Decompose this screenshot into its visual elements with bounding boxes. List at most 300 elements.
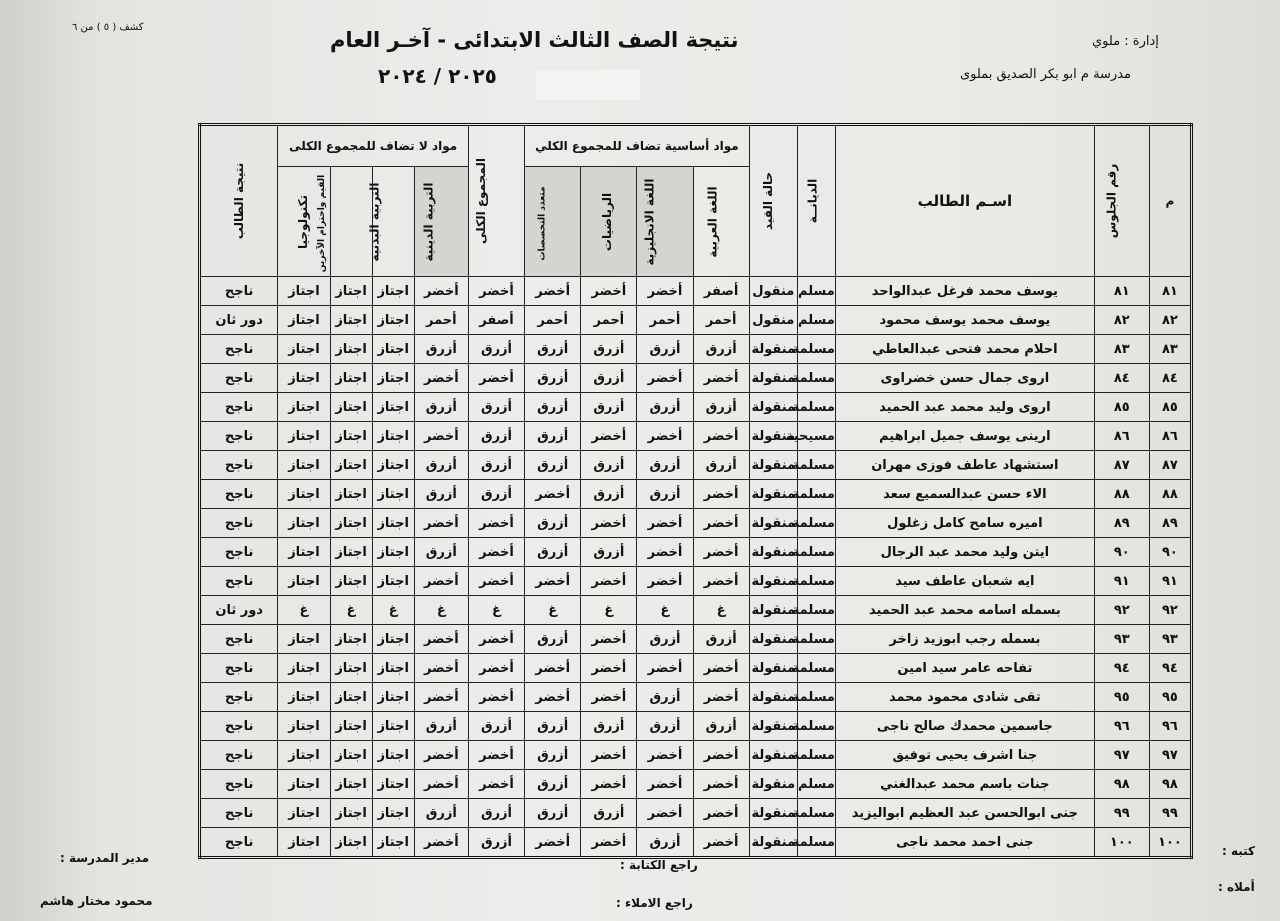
grade-multi: أزرق xyxy=(525,393,581,422)
grade-math: أزرق xyxy=(581,451,637,480)
grade-physical: اجتاز xyxy=(372,770,414,799)
grade-total: أزرق xyxy=(468,828,524,858)
row-number: ٩٩ xyxy=(1149,799,1191,828)
grade-total: أخضر xyxy=(468,509,524,538)
enrollment-status: منقولة xyxy=(749,509,797,538)
grade-multi: أزرق xyxy=(525,741,581,770)
seat-number: ٩٧ xyxy=(1094,741,1149,770)
student-result: ناجح xyxy=(200,770,278,799)
grade-math: أزرق xyxy=(581,335,637,364)
grade-math: أحمر xyxy=(581,306,637,335)
grade-english: أزرق xyxy=(637,625,693,654)
grade-english: غ xyxy=(637,596,693,625)
student-name: يوسف محمد يوسف محمود xyxy=(835,306,1094,335)
table-row xyxy=(200,393,1192,422)
grade-values: اجتاز xyxy=(330,306,372,335)
religion: مسلم xyxy=(797,306,835,335)
grade-arabic: أخضر xyxy=(693,509,749,538)
student-name: يوسف محمد فرغل عبدالواحد xyxy=(835,277,1094,306)
grade-ict: اجتاز xyxy=(278,364,330,393)
grade-values: اجتاز xyxy=(330,451,372,480)
religion: مسلمة xyxy=(797,828,835,858)
seat-number: ٨٤ xyxy=(1094,364,1149,393)
table-row xyxy=(200,596,1192,625)
enrollment-status: منقولة xyxy=(749,480,797,509)
grade-multi: أزرق xyxy=(525,799,581,828)
grade-ict: اجتاز xyxy=(278,712,330,741)
seat-number: ٩١ xyxy=(1094,567,1149,596)
grade-ict: اجتاز xyxy=(278,393,330,422)
row-number: ٨٢ xyxy=(1149,306,1191,335)
student-result: ناجح xyxy=(200,683,278,712)
grade-physical: اجتاز xyxy=(372,451,414,480)
enrollment-status: منقولة xyxy=(749,364,797,393)
grade-values: اجتاز xyxy=(330,654,372,683)
seat-number: ٨٥ xyxy=(1094,393,1149,422)
religion: مسلمة xyxy=(797,596,835,625)
seat-number: ٨٢ xyxy=(1094,306,1149,335)
seat-number: ٨٨ xyxy=(1094,480,1149,509)
results-body xyxy=(200,277,1192,858)
enrollment-status: منقولة xyxy=(749,712,797,741)
enrollment-status: منقولة xyxy=(749,770,797,799)
grade-religious: أحمر xyxy=(414,306,468,335)
student-result: ناجح xyxy=(200,509,278,538)
student-name: جنا اشرف يحيى توفيق xyxy=(835,741,1094,770)
seat-number: ٩٢ xyxy=(1094,596,1149,625)
table-row xyxy=(200,538,1192,567)
grade-physical: اجتاز xyxy=(372,828,414,858)
grade-physical: اجتاز xyxy=(372,277,414,306)
grade-math: أزرق xyxy=(581,538,637,567)
header-religious: التربية الدينية xyxy=(414,167,468,277)
table-row xyxy=(200,712,1192,741)
grade-multi: أزرق xyxy=(525,625,581,654)
grade-multi: أخضر xyxy=(525,277,581,306)
row-number: ٩٠ xyxy=(1149,538,1191,567)
grade-arabic: أخضر xyxy=(693,480,749,509)
school-label: مدرسة م ابو بكر الصديق بملوى xyxy=(960,67,1132,82)
student-name: جنى ابوالحسن عبد العظيم ابواليزيد xyxy=(835,799,1094,828)
grade-total: أخضر xyxy=(468,654,524,683)
student-result: ناجح xyxy=(200,712,278,741)
seat-number: ٩٦ xyxy=(1094,712,1149,741)
grade-physical: اجتاز xyxy=(372,480,414,509)
grade-arabic: أخضر xyxy=(693,654,749,683)
grade-english: أخضر xyxy=(637,277,693,306)
grade-math: أزرق xyxy=(581,480,637,509)
grade-religious: أخضر xyxy=(414,770,468,799)
grade-math: أخضر xyxy=(581,277,637,306)
grade-english: أزرق xyxy=(637,393,693,422)
grade-values: اجتاز xyxy=(330,683,372,712)
dictation-review-label: راجع الاملاء : xyxy=(616,896,693,910)
enrollment-status: منقولة xyxy=(749,799,797,828)
student-name: الاء حسن عبدالسميع سعد xyxy=(835,480,1094,509)
grade-total: أزرق xyxy=(468,480,524,509)
grade-arabic: أزرق xyxy=(693,712,749,741)
seat-number: ٩٥ xyxy=(1094,683,1149,712)
grade-religious: أخضر xyxy=(414,509,468,538)
grade-ict: اجتاز xyxy=(278,509,330,538)
student-name: اميره سامح كامل زغلول xyxy=(835,509,1094,538)
grade-physical: اجتاز xyxy=(372,538,414,567)
grade-total: أخضر xyxy=(468,538,524,567)
enrollment-status: منقولة xyxy=(749,335,797,364)
header-core-group: مواد أساسية تضاف للمجموع الكلي xyxy=(525,125,750,167)
seat-number: ٨٧ xyxy=(1094,451,1149,480)
writing-review-label: راجع الكتابة : xyxy=(620,858,698,872)
grade-multi: أزرق xyxy=(525,712,581,741)
grade-ict: اجتاز xyxy=(278,683,330,712)
grade-math: أزرق xyxy=(581,799,637,828)
seat-number: ٩٩ xyxy=(1094,799,1149,828)
religion: مسلمة xyxy=(797,741,835,770)
grade-math: أخضر xyxy=(581,654,637,683)
header-physical: التربية البدنية xyxy=(372,167,414,277)
grade-values: اجتاز xyxy=(330,422,372,451)
grade-multi: أخضر xyxy=(525,828,581,858)
student-result: ناجح xyxy=(200,828,278,858)
header-num: م xyxy=(1149,125,1191,277)
grade-arabic: أزرق xyxy=(693,335,749,364)
grade-physical: اجتاز xyxy=(372,654,414,683)
grade-english: أخضر xyxy=(637,422,693,451)
grade-physical: اجتاز xyxy=(372,567,414,596)
grade-total: أزرق xyxy=(468,335,524,364)
seat-number: ٩٣ xyxy=(1094,625,1149,654)
grade-values: اجتاز xyxy=(330,625,372,654)
student-result: ناجح xyxy=(200,538,278,567)
header-arabic: اللغة العربية xyxy=(693,167,749,277)
header-result: نتيجة الطالب xyxy=(200,125,278,277)
table-row xyxy=(200,828,1192,858)
student-name: اروى جمال حسن خضراوى xyxy=(835,364,1094,393)
seat-number: ٨٩ xyxy=(1094,509,1149,538)
student-result: ناجح xyxy=(200,799,278,828)
header-extra-group: مواد لا تضاف للمجموع الكلى xyxy=(278,125,469,167)
grade-arabic: أخضر xyxy=(693,567,749,596)
grade-religious: أزرق xyxy=(414,712,468,741)
grade-ict: اجتاز xyxy=(278,741,330,770)
row-number: ٨٩ xyxy=(1149,509,1191,538)
enrollment-status: منقولة xyxy=(749,567,797,596)
grade-religious: أخضر xyxy=(414,741,468,770)
grade-physical: اجتاز xyxy=(372,509,414,538)
enrollment-status: منقولة xyxy=(749,393,797,422)
grade-english: أخضر xyxy=(637,770,693,799)
grade-math: أخضر xyxy=(581,625,637,654)
grade-multi: أخضر xyxy=(525,567,581,596)
student-result: ناجح xyxy=(200,741,278,770)
row-number: ٨٥ xyxy=(1149,393,1191,422)
table-row xyxy=(200,654,1192,683)
grade-english: أزرق xyxy=(637,480,693,509)
grade-religious: أخضر xyxy=(414,625,468,654)
grade-english: أخضر xyxy=(637,567,693,596)
grade-arabic: أخضر xyxy=(693,828,749,858)
grade-english: أخضر xyxy=(637,654,693,683)
grade-multi: أزرق xyxy=(525,770,581,799)
grade-english: أزرق xyxy=(637,683,693,712)
grade-multi: أحمر xyxy=(525,306,581,335)
table-row xyxy=(200,364,1192,393)
grade-multi: أزرق xyxy=(525,335,581,364)
grade-religious: أزرق xyxy=(414,335,468,364)
student-result: ناجح xyxy=(200,567,278,596)
seat-number: ١٠٠ xyxy=(1094,828,1149,858)
student-result: ناجح xyxy=(200,364,278,393)
header-seat: رقم الجلوس xyxy=(1094,125,1149,277)
enrollment-status: منقولة xyxy=(749,828,797,858)
seat-number: ٩٨ xyxy=(1094,770,1149,799)
religion: مسلمة xyxy=(797,567,835,596)
grade-ict: اجتاز xyxy=(278,422,330,451)
grade-total: أخضر xyxy=(468,277,524,306)
enrollment-status: منقولة xyxy=(749,625,797,654)
grade-ict: اجتاز xyxy=(278,567,330,596)
religion: مسلمة xyxy=(797,683,835,712)
results-table xyxy=(198,123,1193,859)
grade-ict: اجتاز xyxy=(278,306,330,335)
grade-religious: أخضر xyxy=(414,683,468,712)
religion: مسلمة xyxy=(797,335,835,364)
grade-total: أزرق xyxy=(468,712,524,741)
enrollment-status: منقول xyxy=(749,306,797,335)
grade-total: أخضر xyxy=(468,364,524,393)
table-row xyxy=(200,480,1192,509)
table-row xyxy=(200,683,1192,712)
table-row xyxy=(200,741,1192,770)
grade-religious: أزرق xyxy=(414,480,468,509)
student-result: ناجح xyxy=(200,277,278,306)
religion: مسلمة xyxy=(797,480,835,509)
student-result: ناجح xyxy=(200,422,278,451)
sheet-number: كشف ( ٥ ) من ٦ xyxy=(72,22,144,33)
page-title: نتيجة الصف الثالث الابتدائى - آخـر العام xyxy=(330,28,739,52)
header-name: اسـم الطالب xyxy=(835,125,1094,277)
grade-physical: اجتاز xyxy=(372,422,414,451)
grade-math: أخضر xyxy=(581,770,637,799)
row-number: ٩٨ xyxy=(1149,770,1191,799)
grade-arabic: أخضر xyxy=(693,683,749,712)
grade-ict: اجتاز xyxy=(278,335,330,364)
grade-total: أزرق xyxy=(468,422,524,451)
header-multi: متعدد التخصصات xyxy=(525,167,581,277)
seat-number: ٩٤ xyxy=(1094,654,1149,683)
grade-multi: غ xyxy=(525,596,581,625)
grade-math: أزرق xyxy=(581,393,637,422)
grade-arabic: أخضر xyxy=(693,422,749,451)
enrollment-status: منقولة xyxy=(749,741,797,770)
table-row xyxy=(200,799,1192,828)
religion: مسلمة xyxy=(797,451,835,480)
row-number: ٩٥ xyxy=(1149,683,1191,712)
grade-english: أزرق xyxy=(637,451,693,480)
grade-arabic: أخضر xyxy=(693,538,749,567)
grade-values: اجتاز xyxy=(330,567,372,596)
row-number: ٨١ xyxy=(1149,277,1191,306)
student-name: ارينى يوسف جميل ابراهيم xyxy=(835,422,1094,451)
principal-name: محمود مختار هاشم xyxy=(40,894,153,908)
religion: مسلمة xyxy=(797,509,835,538)
grade-physical: اجتاز xyxy=(372,712,414,741)
grade-arabic: أزرق xyxy=(693,393,749,422)
grade-arabic: أصفر xyxy=(693,277,749,306)
table-row xyxy=(200,335,1192,364)
grade-math: أخضر xyxy=(581,509,637,538)
header-religion: الديانــة xyxy=(797,125,835,277)
grade-ict: غ xyxy=(278,596,330,625)
grade-math: أخضر xyxy=(581,828,637,858)
grade-physical: اجتاز xyxy=(372,335,414,364)
grade-religious: أخضر xyxy=(414,364,468,393)
grade-religious: أخضر xyxy=(414,277,468,306)
grade-ict: اجتاز xyxy=(278,451,330,480)
grade-total: أخضر xyxy=(468,741,524,770)
row-number: ٩١ xyxy=(1149,567,1191,596)
grade-ict: اجتاز xyxy=(278,654,330,683)
grade-religious: أزرق xyxy=(414,538,468,567)
row-number: ٨٤ xyxy=(1149,364,1191,393)
grade-total: أزرق xyxy=(468,451,524,480)
grade-ict: اجتاز xyxy=(278,480,330,509)
seat-number: ٩٠ xyxy=(1094,538,1149,567)
grade-religious: أخضر xyxy=(414,567,468,596)
student-result: ناجح xyxy=(200,625,278,654)
header-ict: تكنولوجيا xyxy=(278,167,330,277)
grade-ict: اجتاز xyxy=(278,799,330,828)
grade-physical: غ xyxy=(372,596,414,625)
grade-arabic: أزرق xyxy=(693,451,749,480)
grade-total: أخضر xyxy=(468,567,524,596)
student-name: استشهاد عاطف فوزى مهران xyxy=(835,451,1094,480)
student-result: ناجح xyxy=(200,335,278,364)
header-values: القيم واحترام الآخرين xyxy=(330,167,372,277)
student-name: اروى وليد محمد عبد الحميد xyxy=(835,393,1094,422)
grade-physical: اجتاز xyxy=(372,625,414,654)
grade-physical: اجتاز xyxy=(372,741,414,770)
grade-values: اجتاز xyxy=(330,509,372,538)
grade-ict: اجتاز xyxy=(278,277,330,306)
grade-multi: أخضر xyxy=(525,683,581,712)
row-number: ٨٧ xyxy=(1149,451,1191,480)
writer-label: كتبه : xyxy=(1222,844,1256,858)
religion: مسلمة xyxy=(797,393,835,422)
religion: مسلمة xyxy=(797,799,835,828)
seat-number: ٨٦ xyxy=(1094,422,1149,451)
grade-english: أخضر xyxy=(637,799,693,828)
row-number: ٨٦ xyxy=(1149,422,1191,451)
grade-arabic: غ xyxy=(693,596,749,625)
grade-multi: أزرق xyxy=(525,538,581,567)
student-name: جنات باسم محمد عبدالغني xyxy=(835,770,1094,799)
grade-arabic: أخضر xyxy=(693,364,749,393)
grade-religious: أخضر xyxy=(414,828,468,858)
principal-label: مدير المدرسة : xyxy=(60,851,150,865)
grade-religious: أزرق xyxy=(414,393,468,422)
grade-religious: أزرق xyxy=(414,451,468,480)
student-name: احلام محمد فتحى عبدالعاطي xyxy=(835,335,1094,364)
table-row xyxy=(200,306,1192,335)
enrollment-status: منقولة xyxy=(749,451,797,480)
grade-math: غ xyxy=(581,596,637,625)
student-name: بسمله رجب ابوزيد زاخر xyxy=(835,625,1094,654)
row-number: ١٠٠ xyxy=(1149,828,1191,858)
grade-math: أخضر xyxy=(581,567,637,596)
grade-total: أزرق xyxy=(468,799,524,828)
grade-math: أزرق xyxy=(581,364,637,393)
row-number: ٩٣ xyxy=(1149,625,1191,654)
administration-label: إدارة : ملوي xyxy=(1092,34,1159,49)
grade-values: اجتاز xyxy=(330,538,372,567)
enrollment-status: منقولة xyxy=(749,596,797,625)
row-number: ٩٢ xyxy=(1149,596,1191,625)
grade-religious: أخضر xyxy=(414,654,468,683)
grade-ict: اجتاز xyxy=(278,770,330,799)
row-number: ٨٣ xyxy=(1149,335,1191,364)
grade-physical: اجتاز xyxy=(372,306,414,335)
religion: مسيحية xyxy=(797,422,835,451)
grade-values: اجتاز xyxy=(330,393,372,422)
grade-values: اجتاز xyxy=(330,741,372,770)
religion: مسلمة xyxy=(797,364,835,393)
grade-total: غ xyxy=(468,596,524,625)
grade-math: أخضر xyxy=(581,683,637,712)
grade-values: اجتاز xyxy=(330,828,372,858)
grade-arabic: أخضر xyxy=(693,741,749,770)
student-result: دور ثان xyxy=(200,306,278,335)
enrollment-status: منقول xyxy=(749,277,797,306)
grade-english: أزرق xyxy=(637,335,693,364)
grade-english: أخضر xyxy=(637,538,693,567)
row-number: ٨٨ xyxy=(1149,480,1191,509)
grade-total: أخضر xyxy=(468,683,524,712)
header-english: اللغة الانجليزية xyxy=(637,167,693,277)
religion: مسلمة xyxy=(797,712,835,741)
grade-values: اجتاز xyxy=(330,799,372,828)
grade-religious: أخضر xyxy=(414,422,468,451)
grade-arabic: أزرق xyxy=(693,625,749,654)
grade-english: أحمر xyxy=(637,306,693,335)
grade-english: أزرق xyxy=(637,712,693,741)
student-name: جنى احمد محمد ناجى xyxy=(835,828,1094,858)
grade-ict: اجتاز xyxy=(278,828,330,858)
academic-year: ٢٠٢٥ / ٢٠٢٤ xyxy=(378,64,497,88)
dictated-label: أملاه : xyxy=(1218,880,1255,894)
grade-english: أزرق xyxy=(637,828,693,858)
religion: مسلم xyxy=(797,770,835,799)
student-name: ايتن وليد محمد عبد الرجال xyxy=(835,538,1094,567)
student-name: تقى شادى محمود محمد xyxy=(835,683,1094,712)
grade-math: أخضر xyxy=(581,422,637,451)
grade-physical: اجتاز xyxy=(372,364,414,393)
header-math: الرياضيات xyxy=(581,167,637,277)
grade-multi: أخضر xyxy=(525,480,581,509)
student-name: بسمله اسامه محمد عبد الحميد xyxy=(835,596,1094,625)
grade-math: أخضر xyxy=(581,741,637,770)
grade-physical: اجتاز xyxy=(372,683,414,712)
grade-english: أخضر xyxy=(637,364,693,393)
grade-multi: أزرق xyxy=(525,451,581,480)
grade-values: اجتاز xyxy=(330,335,372,364)
student-result: ناجح xyxy=(200,480,278,509)
header-total: المجموع الكلى xyxy=(468,125,524,277)
grade-arabic: أحمر xyxy=(693,306,749,335)
student-result: ناجح xyxy=(200,393,278,422)
grade-religious: أزرق xyxy=(414,799,468,828)
grade-ict: اجتاز xyxy=(278,625,330,654)
